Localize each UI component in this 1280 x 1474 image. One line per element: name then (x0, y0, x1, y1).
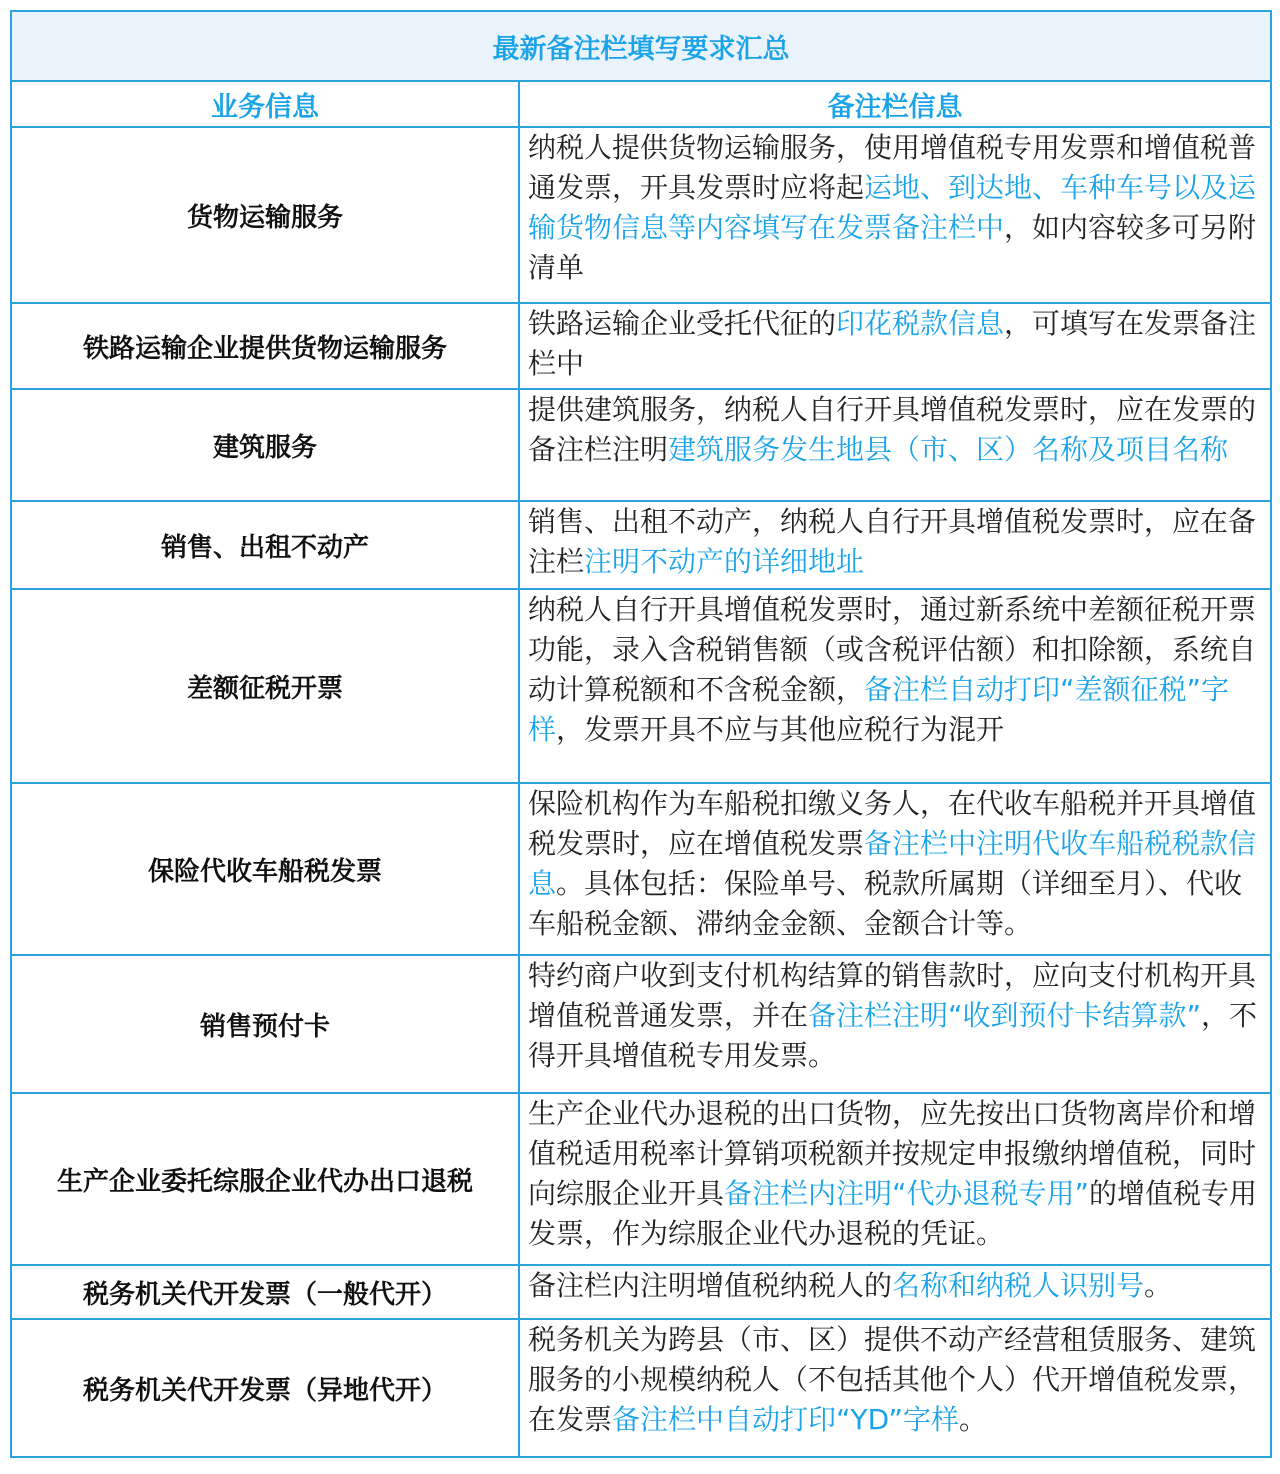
remark-cell (519, 501, 1271, 589)
remark-cell (519, 783, 1271, 955)
remark-highlight: 名称和纳税人识别号 (892, 1269, 1145, 1302)
header-row (11, 81, 1271, 127)
remark-cell (519, 1319, 1271, 1457)
remark-text: 提供建筑服务，纳税人自行开具增值税发票时，应在发票的备注栏注明 (528, 393, 1257, 466)
table-row (11, 955, 1271, 1093)
remark-cell (519, 1265, 1271, 1319)
remark-cell (519, 955, 1271, 1093)
remark-highlight: 备注栏自动打印“差额征税”字样 (528, 673, 1230, 746)
table-row (11, 389, 1271, 501)
remark-text: 的增值税专用发票，作为综服企业代办退税的凭证。 (528, 1177, 1258, 1250)
remark-text: 。具体包括：保险单号、税款所属期（详细至月）、代收车船税金额、滞纳金金额、金额合计等。 (528, 867, 1243, 940)
title-row (11, 11, 1271, 81)
remark-text: 。 (1144, 1269, 1173, 1302)
remark-cell (519, 589, 1271, 783)
remark-cell (519, 127, 1271, 303)
business-cell: 保险代收车船税发票 (11, 783, 519, 955)
remark-text: 纳税人自行开具增值税发票时，通过新系统中差额征税开票功能，录入含税销售额（或含税评估额）和扣除额，系统自动计算税额和不含税金额， (528, 593, 1257, 706)
remark-highlight: 运地、到达地、车种车号以及运输货物信息等内容填写在发票备注栏中 (528, 171, 1257, 244)
remarks-table (10, 10, 1272, 1458)
remarks-summary (10, 10, 1270, 1458)
business-cell: 铁路运输企业提供货物运输服务 (11, 303, 519, 389)
business-cell: 生产企业委托综服企业代办出口退税 (11, 1093, 519, 1265)
remark-text: 税务机关为跨县（市、区）提供不动产经营租赁服务、建筑服务的小规模纳税人（不包括其他个人）代开增值税发票，在发票 (528, 1323, 1257, 1436)
business-cell: 货物运输服务 (11, 127, 519, 303)
remark-text: 备注栏内注明增值税纳税人的 (528, 1269, 893, 1302)
remark-text: ，可填写在发票备注栏中 (528, 307, 1257, 380)
remark-text: ，如内容较多可另附清单 (528, 211, 1257, 284)
remark-highlight: 备注栏中注明代收车船税税款信息 (528, 827, 1257, 900)
business-cell: 差额征税开票 (11, 589, 519, 783)
header-business: 业务信息 (11, 81, 519, 127)
remark-highlight: 注明不动产的详细地址 (584, 545, 865, 578)
business-cell: 销售预付卡 (11, 955, 519, 1093)
table-row (11, 501, 1271, 589)
business-cell: 建筑服务 (11, 389, 519, 501)
remark-highlight: 印花税款信息 (836, 307, 1005, 340)
remark-cell (519, 1093, 1271, 1265)
remark-text: 。 (958, 1403, 987, 1436)
remark-cell (519, 303, 1271, 389)
business-cell: 税务机关代开发票（异地代开） (11, 1319, 519, 1457)
remark-cell (519, 389, 1271, 501)
remark-highlight: 建筑服务发生地县（市、区）名称及项目名称 (668, 433, 1229, 466)
remark-highlight: 备注栏中自动打印“YD”字样 (612, 1403, 959, 1436)
remark-text: 铁路运输企业受托代征的 (528, 307, 837, 340)
business-cell: 税务机关代开发票（一般代开） (11, 1265, 519, 1319)
table-row (11, 1093, 1271, 1265)
remark-text: ，发票开具不应与其他应税行为混开 (556, 713, 1005, 746)
table-row (11, 1265, 1271, 1319)
remark-text: 保险机构作为车船税扣缴义务人，在代收车船税并开具增值税发票时，应在增值税发票 (528, 787, 1257, 860)
remark-highlight: 备注栏注明“收到预付卡结算款” (808, 999, 1202, 1032)
remark-text: 生产企业代办退税的出口货物，应先按出口货物离岸价和增值税适用税率计算销项税额并按规定申报缴纳增值税，同时向综服企业开具 (528, 1097, 1257, 1210)
remark-text: 纳税人提供货物运输服务，使用增值税专用发票和增值税普通发票，开具发票时应将起 (528, 131, 1257, 204)
remark-text: 销售、出租不动产，纳税人自行开具增值税发票时，应在备注栏 (528, 505, 1257, 578)
table-row (11, 589, 1271, 783)
table-row (11, 783, 1271, 955)
table-row (11, 1319, 1271, 1457)
header-remarks: 备注栏信息 (519, 81, 1271, 127)
remark-highlight: 备注栏内注明“代办退税专用” (724, 1177, 1090, 1210)
business-cell: 销售、出租不动产 (11, 501, 519, 589)
remark-text: 特约商户收到支付机构结算的销售款时，应向支付机构开具增值税普通发票，并在 (528, 959, 1257, 1032)
remark-text: ，不得开具增值税专用发票。 (528, 999, 1258, 1072)
table-title: 最新备注栏填写要求汇总 (11, 11, 1271, 81)
table-row (11, 127, 1271, 303)
table-row (11, 303, 1271, 389)
